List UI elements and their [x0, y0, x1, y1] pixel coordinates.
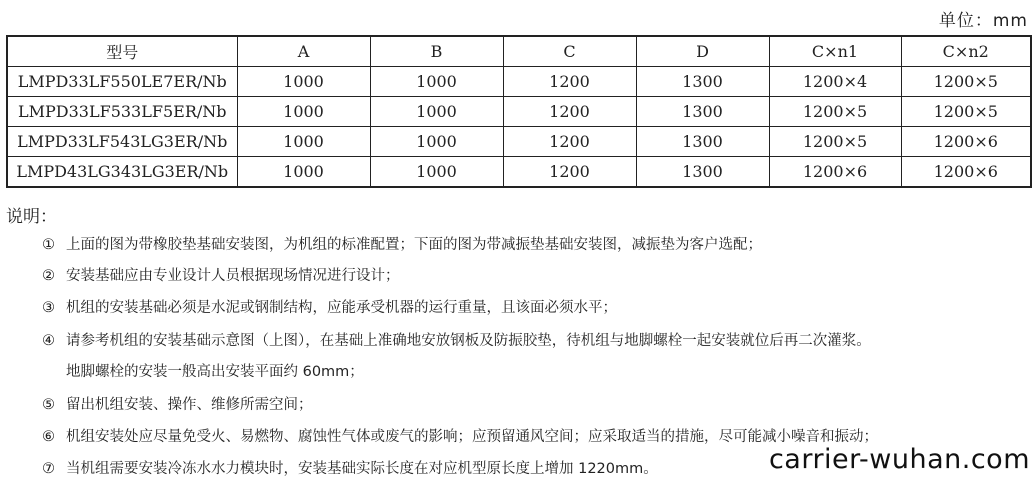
- cell-cxn2: 1200×5: [901, 97, 1031, 127]
- cell-cxn2: 1200×5: [901, 67, 1031, 97]
- cell-model: LMPD33LF533LF5ER/Nb: [7, 97, 237, 127]
- cell-cxn1: 1200×4: [769, 67, 901, 97]
- cell-d: 1300: [636, 97, 769, 127]
- note-number: ⑥: [42, 429, 55, 445]
- table-row: [7, 127, 1031, 157]
- note-text: 机组安装处应尽量免受火、易燃物、腐蚀性气体或废气的影响；应预留通风空间；应采取适当的措施，尽可能减小噪音和振动；: [66, 429, 878, 445]
- cell-d: 1300: [636, 67, 769, 97]
- header-model: 型号: [7, 36, 237, 67]
- note-item: [42, 233, 762, 254]
- unit-label: 单位：mm: [938, 11, 1028, 31]
- note-item: [42, 393, 313, 414]
- note-item-continuation: [66, 360, 364, 381]
- cell-a: 1000: [237, 97, 370, 127]
- note-item: [42, 425, 878, 446]
- note-text: 留出机组安装、操作、维修所需空间；: [66, 397, 313, 413]
- cell-model: LMPD33LF550LE7ER/Nb: [7, 67, 237, 97]
- cell-model: LMPD43LG343LG3ER/Nb: [7, 157, 237, 188]
- cell-cxn1: 1200×5: [769, 127, 901, 157]
- table-row: [7, 97, 1031, 127]
- note-text: 安装基础应由专业设计人员根据现场情况进行设计；: [66, 268, 400, 284]
- note-text: 上面的图为带橡胶垫基础安装图，为机组的标准配置；下面的图为带减振垫基础安装图，减振垫为客户选配；: [66, 237, 762, 253]
- cell-b: 1000: [370, 127, 503, 157]
- header-cxn2: C×n2: [901, 36, 1031, 67]
- header-d: D: [636, 36, 769, 67]
- table-row: [7, 67, 1031, 97]
- table-row: [7, 157, 1031, 188]
- cell-c: 1200: [503, 157, 636, 188]
- dimension-table: [6, 35, 1032, 188]
- note-text: 请参考机组的安装基础示意图（上图），在基础上准确地安放钢板及防振胶垫，待机组与地脚螺栓一起安装就位后再二次灌浆。: [66, 333, 871, 349]
- cell-c: 1200: [503, 97, 636, 127]
- cell-b: 1000: [370, 157, 503, 188]
- note-number: ②: [42, 268, 55, 284]
- note-text: 地脚螺栓的安装一般高出安装平面约 60mm；: [66, 364, 364, 380]
- cell-cxn1: 1200×6: [769, 157, 901, 188]
- table-header-row: [7, 36, 1031, 67]
- note-item: [42, 264, 400, 285]
- cell-a: 1000: [237, 127, 370, 157]
- cell-a: 1000: [237, 157, 370, 188]
- notes-title: 说明：: [6, 207, 57, 227]
- note-number: ⑤: [42, 397, 55, 413]
- header-cxn1: C×n1: [769, 36, 901, 67]
- note-number: ③: [42, 300, 55, 316]
- cell-cxn1: 1200×5: [769, 97, 901, 127]
- note-item: [42, 296, 617, 317]
- note-text: 当机组需要安装冷冻水水力模块时，安装基础实际长度在对应机型原长度上增加 1220mm。: [66, 461, 658, 477]
- note-number: ①: [42, 237, 55, 253]
- cell-model: LMPD33LF543LG3ER/Nb: [7, 127, 237, 157]
- cell-d: 1300: [636, 127, 769, 157]
- note-text: 机组的安装基础必须是水泥或钢制结构，应能承受机器的运行重量，且该面必须水平；: [66, 300, 617, 316]
- cell-b: 1000: [370, 97, 503, 127]
- note-number: ④: [42, 333, 55, 349]
- cell-a: 1000: [237, 67, 370, 97]
- header-a: A: [237, 36, 370, 67]
- cell-b: 1000: [370, 67, 503, 97]
- cell-cxn2: 1200×6: [901, 157, 1031, 188]
- cell-c: 1200: [503, 127, 636, 157]
- note-number: ⑦: [42, 461, 55, 477]
- note-item: [42, 329, 871, 350]
- header-c: C: [503, 36, 636, 67]
- watermark: carrier-wuhan.com: [768, 444, 1030, 475]
- header-b: B: [370, 36, 503, 67]
- cell-d: 1300: [636, 157, 769, 188]
- note-item: [42, 457, 658, 478]
- cell-c: 1200: [503, 67, 636, 97]
- cell-cxn2: 1200×6: [901, 127, 1031, 157]
